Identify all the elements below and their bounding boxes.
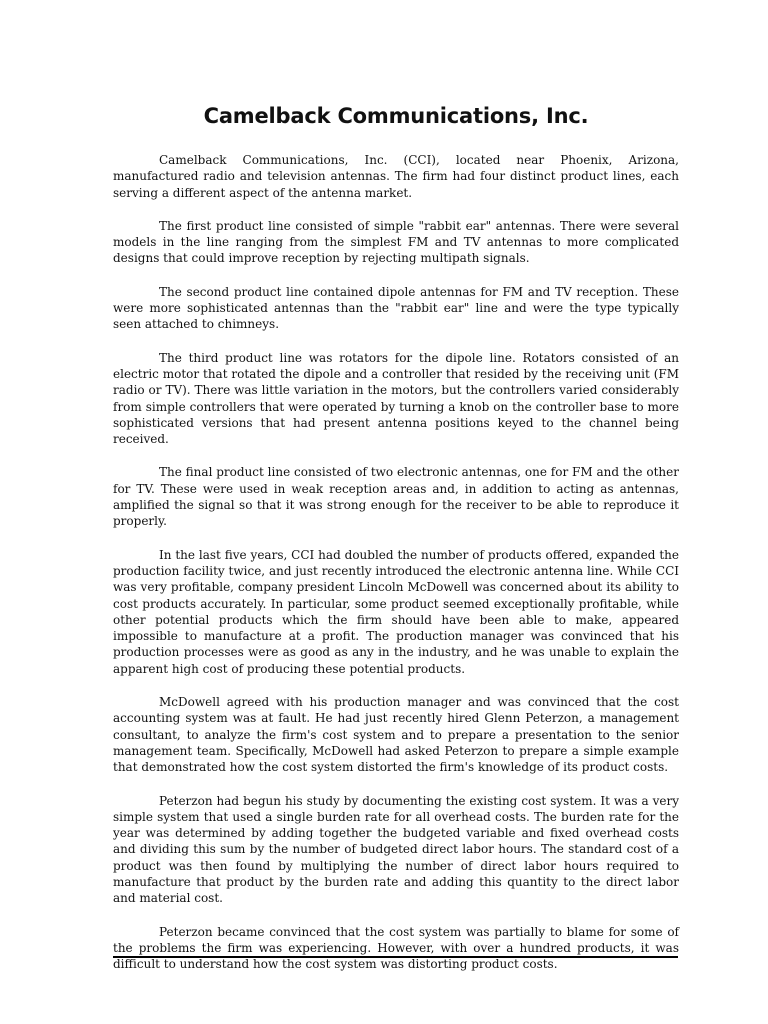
paragraph-growth-and-concern: In the last five years, CCI had doubled the number of products offered, expanded the production facility twice, and just recently introduced the electronic antenna line. While CCI was very profitable, company president Lincoln McDowell was concerned about its ability to cost products accurately. In particular, some product seemed exceptionally profitable, while other potential products which the firm should have been able to make, appeared impossible to manufacture at a profit. The production manager was convinced that his production processes were as good as any in the industry, and he was unable to explain the apparent high cost of producing these potential products. [113,547,679,676]
document-title: Camelback Communications, Inc. [203,104,589,128]
paragraph-rabbit-ear-line: The first product line consisted of simple "rabbit ear" antennas. There were several models in the line ranging from the simplest FM and TV antennas to more complicated designs that could improve reception by rejecting multipath signals. [113,218,679,266]
paragraph-dipole-line: The second product line contained dipole antennas for FM and TV reception. These were more sophisticated antennas than the "rabbit ear" line and were the type typically seen attached to chimneys. [113,284,679,332]
document-page [113,104,679,989]
paragraph-conclusion: Peterzon became convinced that the cost system was partially to blame for some of the problems the firm was experiencing. However, with over a hundred products, it was difficult to understand how the cost system was distorting product costs. [113,924,679,972]
footer-rule [113,956,678,958]
paragraph-cost-system: Peterzon had begun his study by documenting the existing cost system. It was a very simple system that used a single burden rate for all overhead costs. The burden rate for the year was determined by adding together the budgeted variable and fixed overhead costs and dividing this sum by the number of budgeted direct labor hours. The standard cost of a product was then found by multiplying the number of direct labor hours required to manufacture that product by the burden rate and adding this quantity to the direct labor and material cost. [113,793,679,906]
paragraph-consultant-hired: McDowell agreed with his production manager and was convinced that the cost accounting system was at fault. He had just recently hired Glenn Peterzon, a management consultant, to analyze the firm's cost system and to prepare a presentation to the senior management team. Specifically, McDowell had asked Peterzon to prepare a simple example that demonstrated how the cost system distorted the firm's knowledge of its product costs. [113,695,679,775]
paragraph-electronic-line: The final product line consisted of two electronic antennas, one for FM and the other for TV. These were used in weak reception areas and, in addition to acting as antennas, amplified the signal so that it was strong enough for the receiver to be able to reproduce it properly. [113,465,679,529]
paragraph-intro: Camelback Communications, Inc. (CCI), located near Phoenix, Arizona, manufactured radio and television antennas. The firm had four distinct product lines, each serving a different aspect of the antenna market. [113,153,679,200]
paragraph-rotator-line: The third product line was rotators for the dipole line. Rotators consisted of an electric motor that rotated the dipole and a controller that resided by the receiving unit (FM radio or TV). There was little variation in the motors, but the controllers varied considerably from simple controllers that were operated by turning a knob on the controller base to more sophisticated versions that had present antenna positions keyed to the channel being received. [113,350,679,447]
